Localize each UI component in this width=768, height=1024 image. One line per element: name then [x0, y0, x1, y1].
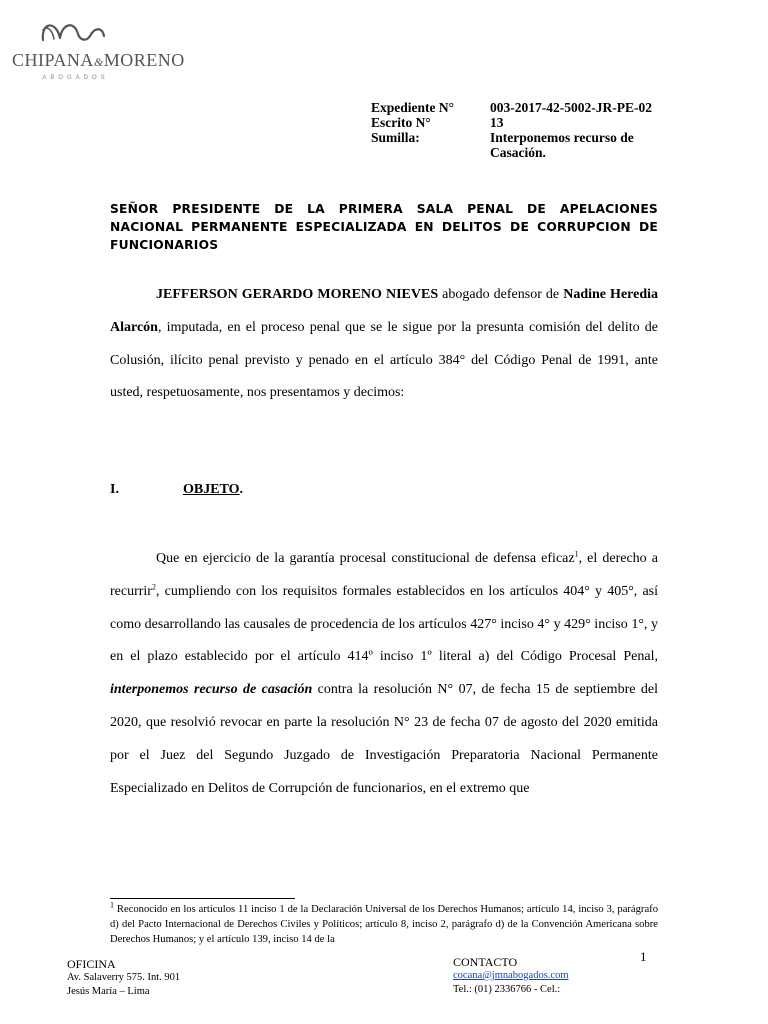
- objeto-paragraph: [110, 543, 658, 805]
- page-number: 1: [640, 949, 647, 964]
- file-info-value: Interponemos recurso de Casación.: [490, 130, 634, 160]
- client-name: Nadine Heredia Alarcón: [110, 287, 659, 335]
- file-info-label: Sumilla:: [371, 130, 420, 145]
- firm-logo: [8, 10, 185, 85]
- intro-text: , imputada, en el proceso penal que se le sigue por la presunta comisión del delito de Colusión, ilícito penal previsto y penado en el artículo 384° del Código Penal de 1991, ante usted, respetuosamente, nos presentamos y decimos:: [110, 319, 658, 401]
- intro-text: abogado defensor de: [438, 287, 564, 302]
- footnote: [110, 902, 658, 947]
- body-text: , cumpliendo con los requisitos formales establecidos en los artículos 404° y 405°, así como desarrollando las causales de procedencia de los artículos 427° inciso 4° y 429° inciso 1°, y en el plazo establecido por el artículo 414º inciso 1º literal a) del Código Procesal Penal,: [110, 583, 658, 665]
- footnote-marker: 1: [110, 900, 114, 910]
- file-info-label: Expediente N°: [371, 100, 455, 115]
- body-text: contra la resolución N° 07, de fecha 15 de septiembre del 2020, que resolvió revocar en parte la resolución N° 23 de fecha 07 de agosto del 2020 emitida por el Juez del Segundo Juzgado de Investigación Preparatoria Nacional Permanente Especializado en Delitos de Corrupción de funcionarios, en el extremo que: [110, 682, 658, 796]
- logo-subtitle: ABOGADOS: [42, 75, 109, 81]
- file-info-row: [371, 115, 670, 130]
- intro-paragraph: [110, 279, 658, 410]
- email-link[interactable]: cocana@jmnabogados.com: [453, 970, 569, 981]
- emphasis-text: interponemos recurso de casación: [110, 682, 313, 698]
- addressee-heading: SEÑOR PRESIDENTE DE LA PRIMERA SALA PENAL DE APELACIONES NACIONAL PERMANENTE ESPECIALIZADA EN DELITOS DE CORRUPCION DE FUNCIONARIOS: [110, 202, 658, 252]
- case-file-info: [371, 100, 670, 160]
- logo-monogram-icon: [8, 10, 143, 50]
- lawyer-name: JEFFERSON GERARDO MORENO NIEVES: [156, 287, 439, 302]
- body-text: , el derecho a recurrir: [110, 551, 658, 599]
- file-info-label: Escrito N°: [371, 115, 431, 130]
- section-heading: [110, 482, 243, 498]
- section-period: .: [239, 482, 244, 497]
- footnote-ref[interactable]: 2: [151, 582, 156, 592]
- logo-wordmark: CHIPANA&MORENO: [12, 50, 185, 70]
- file-info-value: 003-2017-42-5002-JR-PE-02: [490, 100, 652, 115]
- footnote-text: Reconocido en los artículos 11 inciso 1 de la Declaración Universal de los Derechos Humanos; artículo 14, inciso 3, parágrafo d) del Pacto Internacional de Derechos Civiles y Políticos; artículo 8, inciso 2, parágrafo d) de la Convención Americana sobre Derechos Humanos; y el artículo 139, inciso 14 de la: [110, 904, 658, 945]
- section-title: OBJETO: [183, 482, 240, 497]
- file-info-value: 13: [490, 115, 504, 130]
- office-title: OFICINA: [67, 957, 116, 971]
- footnote-ref[interactable]: 1: [574, 549, 579, 559]
- body-text: Que en ejercicio de la garantía procesal constitucional de defensa eficaz: [156, 551, 575, 566]
- footer-contact: [453, 955, 569, 997]
- section-number: I.: [110, 482, 119, 497]
- office-address: Av. Salaverry 575. Int. 901: [67, 972, 181, 983]
- footnote-divider: [110, 898, 295, 899]
- contact-title: CONTACTO: [453, 955, 518, 969]
- office-district: Jesús María – Lima: [67, 986, 150, 997]
- phone-text: Tel.: (01) 2336766 - Cel.:: [453, 984, 561, 995]
- file-info-row: [371, 100, 670, 115]
- footer-office: [67, 957, 180, 999]
- file-info-row: [371, 130, 670, 160]
